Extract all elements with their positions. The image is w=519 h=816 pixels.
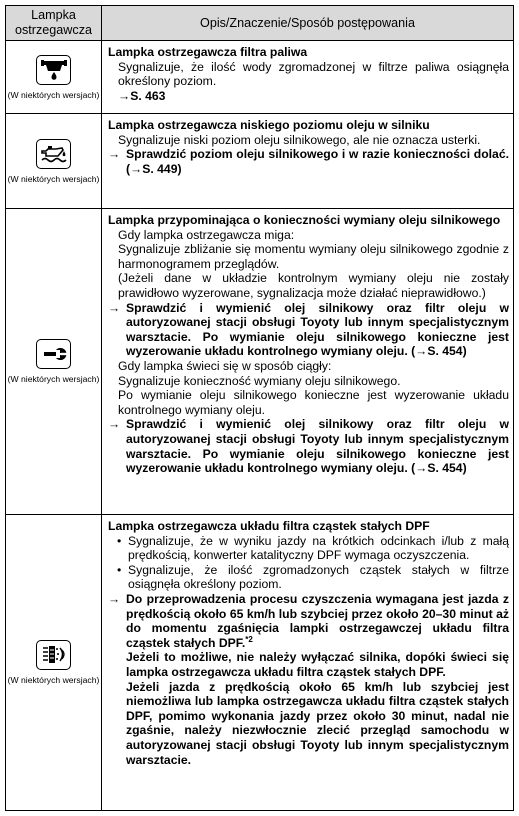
list-item: • Sygnalizuje, że ilość zgromadzonych cząstek stałych w filtrze osiągnęła określony poziom. <box>117 562 509 592</box>
wrench-icon <box>36 339 71 369</box>
action-text-2: Jeżeli to możliwe, nie należy wyłączać silnika, dopóki świeci się lampka ostrzegawcza układu filtra cząstek stałych DPF. <box>126 650 509 679</box>
header-description: Opis/Znaczenie/Sposób postępowania <box>102 6 514 41</box>
description-cell <box>102 41 514 114</box>
table-header-row <box>6 6 514 41</box>
action-text: → Do przeprowadzenia procesu czyszczenia wymagana jest jazda z prędkością około 65 km/h lub szybciej przez około 20–30 minut aż do momentu zgaśnięcia lampki ostrzegawczej układu filtra cząstek stałych DPF.$^{*2}$ <box>108 591 509 650</box>
description-cell <box>102 515 514 811</box>
row-title: Lampka ostrzegawcza filtra paliwa <box>108 45 308 59</box>
low-oil-level-icon <box>36 139 71 169</box>
table-row <box>6 515 514 811</box>
variant-note: (W niektórych wersjach) <box>7 89 100 100</box>
table-row <box>6 114 514 209</box>
row-title: Lampka ostrzegawcza niskiego poziomu oleju w silniku <box>108 118 430 132</box>
blink-text: Sygnalizuje zbliżanie się momentu wymiany oleju silnikowego zgodnie z harmonogramem przeglądów. <box>118 242 509 271</box>
lamp-cell <box>6 114 102 209</box>
page-reference: →S. 463 <box>118 88 166 103</box>
row-title: Lampka przypominająca o konieczności wymiany oleju silnikowego <box>108 213 501 227</box>
row-text: Sygnalizuje, że ilość wody zgromadzonej w filtrze paliwa osiągnęła określony poziom. <box>118 59 509 89</box>
blink-note: (Jeżeli dane w układzie kontrolnym wymiany oleju nie zostały prawidłowo wyzerowane, sygnalizacja może działać nieprawidłowo.) <box>118 271 509 300</box>
steady-action: → Sprawdzić i wymienić olej silnikowy oraz filtr oleju w autoryzowanej stacji obsługi Toyoty lub innym specjalistycznym warsztacie. Po wymianie oleju silnikowego konieczne jest wyzerowanie układu kontrolnego wymiany oleju. (→S. 454) <box>108 417 509 476</box>
lamp-cell <box>6 515 102 811</box>
variant-note: (W niektórych wersjach) <box>7 675 100 685</box>
variant-note: (W niektórych wersjach) <box>7 374 100 384</box>
row-title: Lampka ostrzegawcza układu filtra cząstek stałych DPF <box>108 519 430 533</box>
list-item: • Sygnalizuje, że w wyniku jazdy na krótkich odcinkach i/lub z małą prędkością, konwerter katalityczny DPF wymaga oczyszczenia. <box>117 533 509 563</box>
blink-action: → Sprawdzić i wymienić olej silnikowy oraz filtr oleju w autoryzowanej stacji obsługi Toyoty lub innym specjalistycznym warsztacie. Po wymianie oleju silnikowego konieczne jest wyzerowanie układu kontrolnego wymiany oleju. (→S. 454) <box>108 300 509 359</box>
action-text: → Sprawdzić poziom oleju silnikowego i w razie konieczności dolać. (→S. 449) <box>108 147 509 176</box>
dpf-filter-icon <box>36 640 71 670</box>
action-text-3: Jeżeli jazda z prędkością około 65 km/h lub szybciej jest niemożliwa lub lampka ostrzegawcza układu filtra cząstek stałych DPF, pomimo wykonania jazdy przez około 30 minut, nadal nie zgaśnie, należy niezwłocznie zlecić przegląd samochodu w autoryzowanej stacji obsługi Toyoty lub innym specjalistycznym warsztacie. <box>126 679 509 767</box>
header-lamp: Lampka ostrzegawcza <box>6 6 102 41</box>
table-row <box>6 41 514 114</box>
variant-note: (W niektórych wersjach) <box>7 173 100 184</box>
steady-text-2: Po wymianie oleju silnikowego konieczne jest wyzerowanie układu kontrolnego wymiany oleju. <box>118 388 509 417</box>
lamp-cell <box>6 41 102 114</box>
row-text: Sygnalizuje niski poziom oleju silnikowego, ale nie oznacza usterki. <box>118 132 481 147</box>
table-row <box>6 209 514 515</box>
description-cell <box>102 114 514 209</box>
steady-intro: Gdy lampka świeci się w sposób ciągły: <box>118 358 332 373</box>
footnote-marker: *2 <box>245 634 253 644</box>
description-cell <box>102 209 514 515</box>
fuel-filter-water-icon <box>36 55 71 85</box>
blink-intro: Gdy lampka ostrzegawcza miga: <box>118 227 295 242</box>
warning-lamp-table <box>5 5 514 811</box>
lamp-cell <box>6 209 102 515</box>
steady-text: Sygnalizuje konieczność wymiany oleju silnikowego. <box>118 373 401 388</box>
